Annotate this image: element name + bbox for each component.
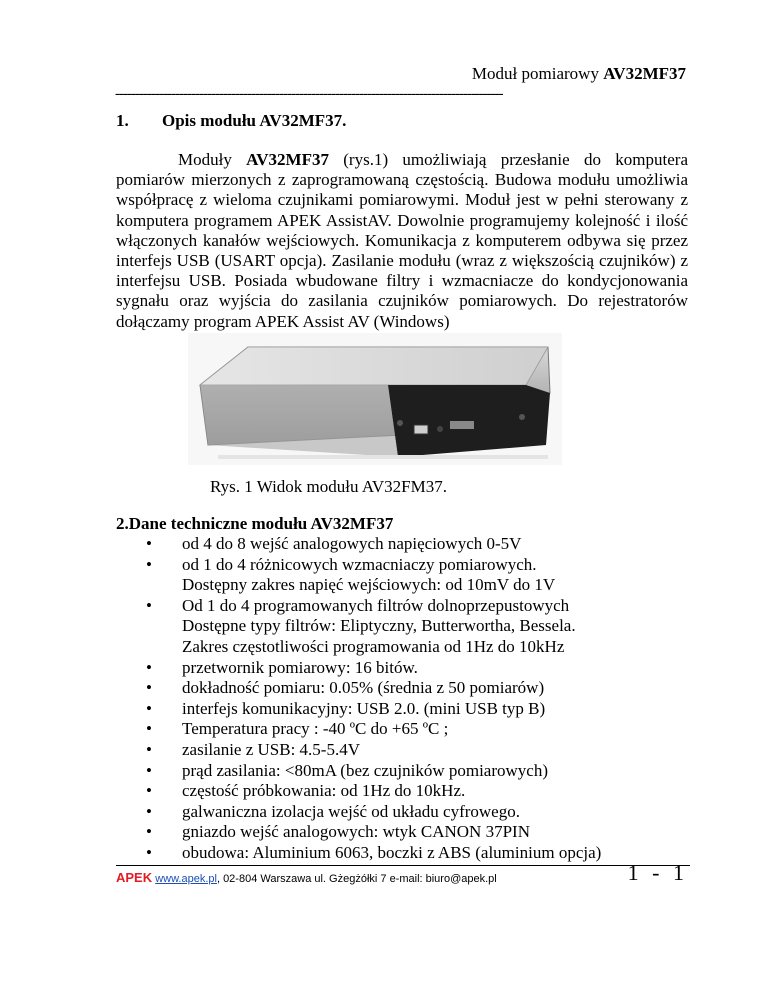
spec-line: gniazdo wejść analogowych: wtyk CANON 37PIN <box>182 822 530 842</box>
bullet-icon: • <box>146 842 152 862</box>
section-1-number: 1. <box>116 111 129 130</box>
spec-line: częstość próbkowania: od 1Hz do 10kHz. <box>182 781 466 801</box>
spec-item <box>146 802 706 823</box>
module-image <box>188 333 562 465</box>
specs-list <box>146 534 706 864</box>
spec-item <box>146 822 706 843</box>
description-text: (rys.1) umożliwiają przesłanie do komputera pomiarów mierzonych z zaprogramowaną częstością. Budowa modułu umożliwia współpracę z wieloma czujnikami pomiarowymi. Moduł jest w pełni sterowany z komputera programem APEK AssistAV. Dowolnie programujemy kolejność i ilość włączonych kanałów wejściowych. Komunikacja z komputerem odbywa się przez interfejs USB (USART opcja). Zasilanie modułu (wraz z większością czujników) z interfejsu USB. Posiada wbudowane filtry i wzmacniacze do kondycjonowania sygnału oraz wyjścia do zasilania czujników pomiarowych. Do rejestratorów dołączamy program APEK Assist AV (Windows) <box>116 150 688 331</box>
page-header <box>472 64 686 84</box>
spec-item <box>146 534 706 555</box>
footer-brand: APEK <box>116 870 153 885</box>
description-model: AV32MF37 <box>246 150 329 169</box>
bullet-icon: • <box>146 781 152 801</box>
spec-line: Dostępne typy filtrów: Eliptyczny, Butterwortha, Bessela. <box>182 616 576 636</box>
header-prefix: Moduł pomiarowy <box>471 64 604 83</box>
bullet-icon: • <box>146 657 152 677</box>
footer-website-link[interactable]: www.apek.pl <box>155 873 217 885</box>
spec-line: prąd zasilania: <80mA (bez czujników pomiarowych) <box>182 760 548 780</box>
spec-line: od 1 do 4 różnicowych wzmacniaczy pomiarowych. <box>182 554 537 574</box>
spec-item <box>146 781 706 802</box>
section-1-heading <box>116 111 346 131</box>
description-lead: Moduły <box>178 150 247 169</box>
page-number: 1 - 1 <box>627 860 688 885</box>
spec-line: przetwornik pomiarowy: 16 bitów. <box>182 657 418 677</box>
spec-line: galwaniczna izolacja wejść od układu cyfrowego. <box>182 801 520 821</box>
spec-item <box>146 658 706 679</box>
spec-item <box>146 596 706 658</box>
spec-item <box>146 761 706 782</box>
bullet-icon: • <box>146 760 152 780</box>
spec-item <box>146 678 706 699</box>
bullet-icon: • <box>146 739 152 759</box>
spec-line: interfejs komunikacyjny: USB 2.0. (mini USB typ B) <box>182 698 546 718</box>
section-1-title: Opis modułu AV32MF37. <box>162 111 347 130</box>
description-paragraph <box>116 150 688 332</box>
footer-rule <box>116 865 690 866</box>
spec-line: zasilanie z USB: 4.5-5.4V <box>182 739 360 759</box>
bullet-icon: • <box>146 534 152 553</box>
spec-item <box>146 699 706 720</box>
bullet-icon: • <box>146 801 152 821</box>
bullet-icon: • <box>146 822 152 842</box>
spec-line: Temperatura pracy : -40 ºC do +65 ºC ; <box>182 719 449 739</box>
bullet-icon: • <box>146 678 152 698</box>
header-model: AV32MF37 <box>603 64 686 83</box>
bullet-icon: • <box>146 595 152 615</box>
bullet-icon: • <box>146 698 152 718</box>
spec-line: obudowa: Aluminium 6063, boczki z ABS (aluminium opcja) <box>182 842 602 862</box>
module-photo <box>188 333 562 465</box>
spec-line: Zakres częstotliwości programowania od 1Hz do 10kHz <box>182 636 565 656</box>
spec-line: Dostępny zakres napięć wejściowych: od 10mV do 1V <box>182 575 556 595</box>
bullet-icon: • <box>146 719 152 739</box>
bullet-icon: • <box>146 554 152 574</box>
spec-item <box>146 719 706 740</box>
spec-item <box>146 740 706 761</box>
spec-line: dokładność pomiaru: 0.05% (średnia z 50 pomiarów) <box>182 678 545 698</box>
spec-line: Od 1 do 4 programowanych filtrów dolnoprzepustowych <box>182 595 570 615</box>
page-footer <box>116 870 497 885</box>
spec-line: od 4 do 8 wejść analogowych napięciowych 0-5V <box>182 534 522 553</box>
header-separator: ------------------------------------------------------------------------------------------------- <box>115 86 503 102</box>
footer-address: , 02-804 Warszawa ul. Gżegżółki 7 e-mail: biuro@apek.pl <box>216 873 497 885</box>
section-2-heading: 2.Dane techniczne modułu AV32MF37 <box>116 514 394 533</box>
spec-item <box>146 555 706 596</box>
spec-item <box>146 843 706 864</box>
figure-caption: Rys. 1 Widok modułu AV32FM37. <box>210 477 447 496</box>
